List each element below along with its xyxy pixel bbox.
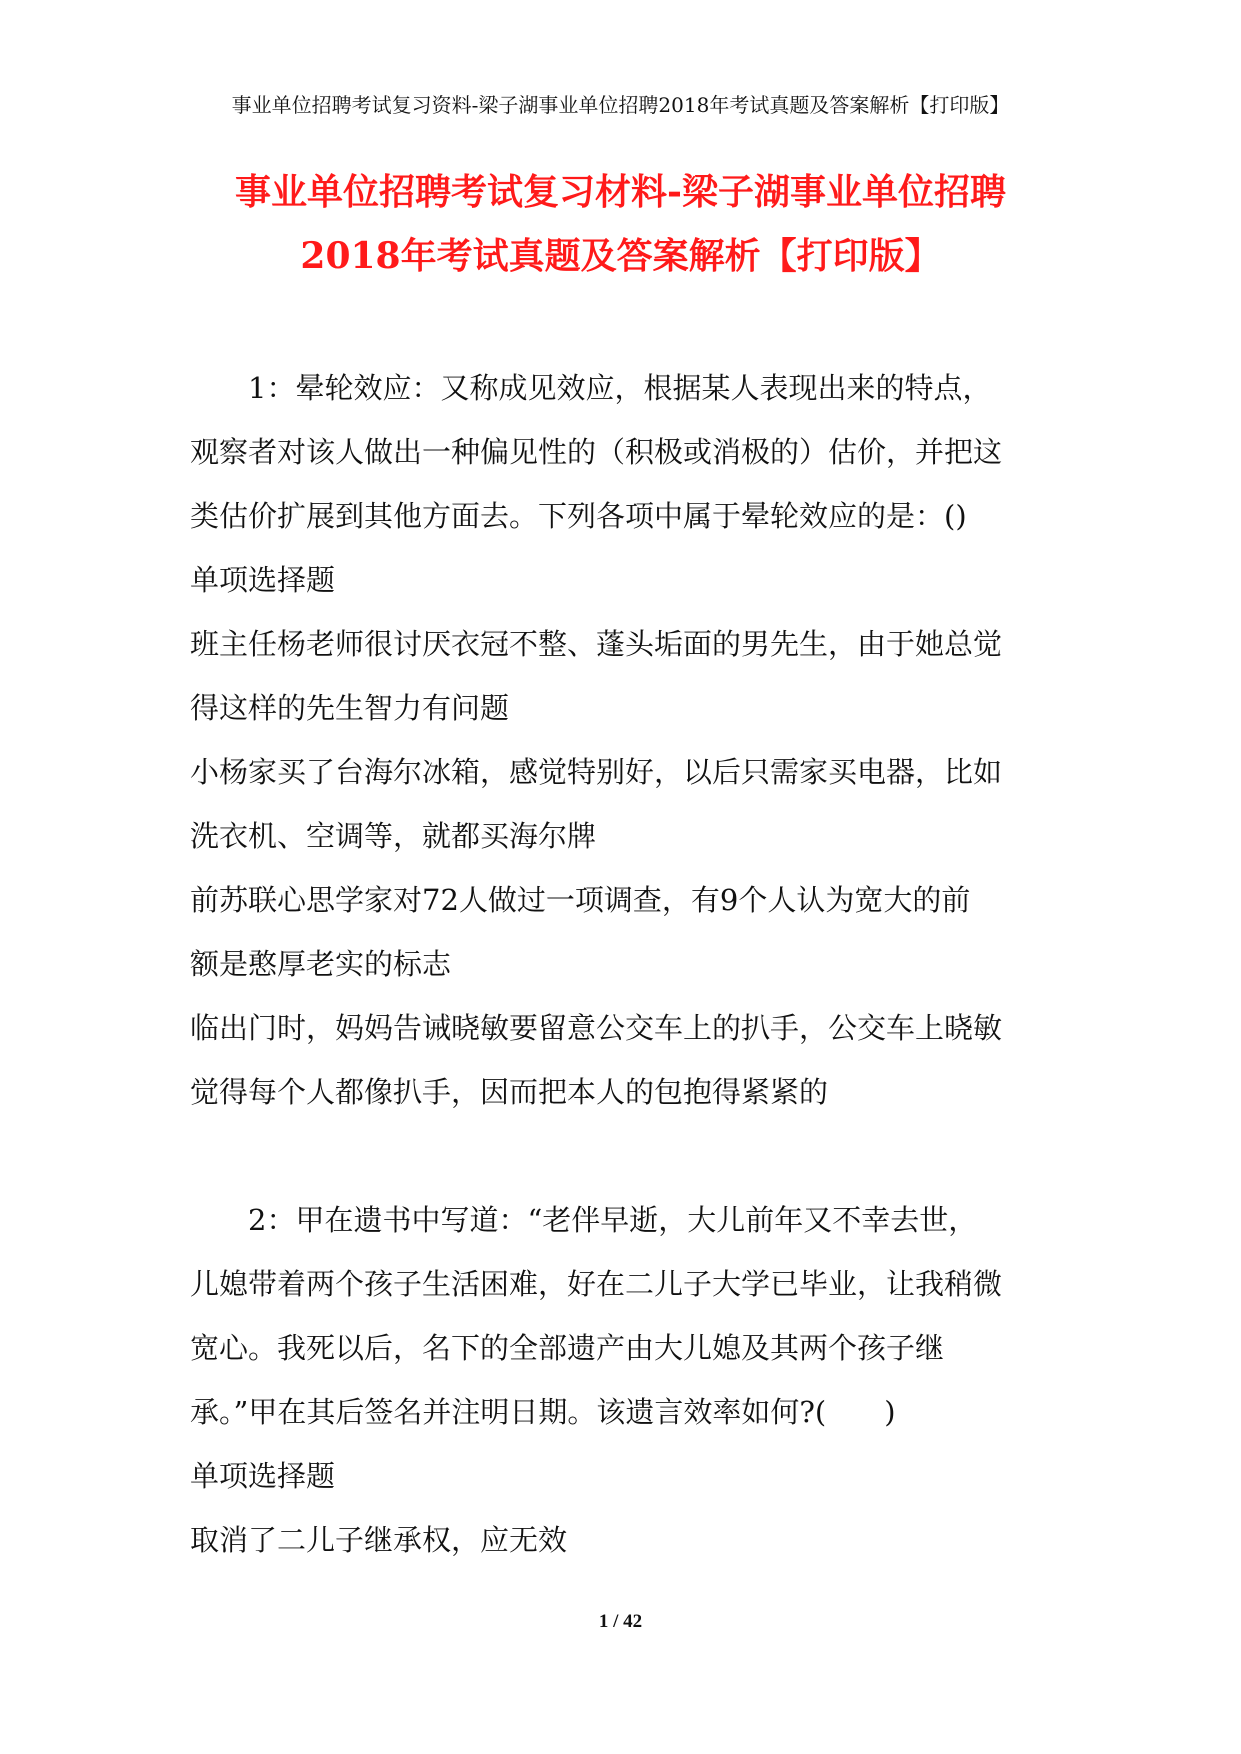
document-title	[150, 160, 1091, 288]
question-2-stem-line-4: 承。”甲在其后签名并注明日期。该遗言效率如何?( )	[190, 1395, 896, 1429]
question-1-stem-line-1: 1：晕轮效应：又称成见效应，根据某人表现出来的特点，	[248, 371, 992, 405]
question-1-option-line-1: 班主任杨老师很讨厌衣冠不整、蓬头垢面的男先生，由于她总觉	[190, 627, 1003, 661]
question-2-option-line-1: 取消了二儿子继承权，应无效	[190, 1523, 568, 1557]
question-1-stem-line-3: 类估价扩展到其他方面去。下列各项中属于晕轮效应的是：()	[190, 499, 967, 533]
question-2-stem-line-2: 儿媳带着两个孩子生活困难，好在二儿子大学已毕业，让我稍微	[190, 1267, 1003, 1301]
question-1-option-line-5: 前苏联心思学家对72人做过一项调查，有9个人认为宽大的前	[190, 883, 971, 917]
question-2	[190, 1188, 1058, 1572]
question-2-type: 单项选择题	[190, 1459, 336, 1493]
question-1-stem-line-2: 观察者对该人做出一种偏见性的（积极或消极的）估价，并把这	[190, 435, 1003, 469]
question-2-stem-line-3: 宽心。我死以后，名下的全部遗产由大儿媳及其两个孩子继	[190, 1331, 945, 1365]
document-title-line-1: 事业单位招聘考试复习材料-梁子湖事业单位招聘	[235, 171, 1006, 213]
question-1-option-line-2: 得这样的先生智力有问题	[190, 691, 510, 725]
question-1-option-line-7: 临出门时，妈妈告诫晓敏要留意公交车上的扒手，公交车上晓敏	[190, 1011, 1003, 1045]
question-1-option-line-4: 洗衣机、空调等，就都买海尔牌	[190, 819, 597, 853]
question-1-option-line-6: 额是憨厚老实的标志	[190, 947, 452, 981]
document-body	[190, 356, 1058, 1572]
question-2-stem-line-1: 2：甲在遗书中写道：“老伴早逝，大儿前年又不幸去世，	[248, 1203, 978, 1237]
running-header: 事业单位招聘考试复习资料-梁子湖事业单位招聘2018年考试真题及答案解析【打印版】	[231, 93, 1010, 117]
page-number: 1 / 42	[598, 1611, 643, 1632]
question-1-option-line-8: 觉得每个人都像扒手，因而把本人的包抱得紧紧的	[190, 1075, 829, 1109]
document-title-line-2: 2018年考试真题及答案解析【打印版】	[300, 235, 941, 277]
question-1-type: 单项选择题	[190, 563, 336, 597]
question-1-option-line-3: 小杨家买了台海尔冰箱，感觉特别好，以后只需家买电器，比如	[190, 755, 1003, 789]
question-spacer	[190, 1124, 1058, 1188]
question-1	[190, 356, 1058, 1124]
